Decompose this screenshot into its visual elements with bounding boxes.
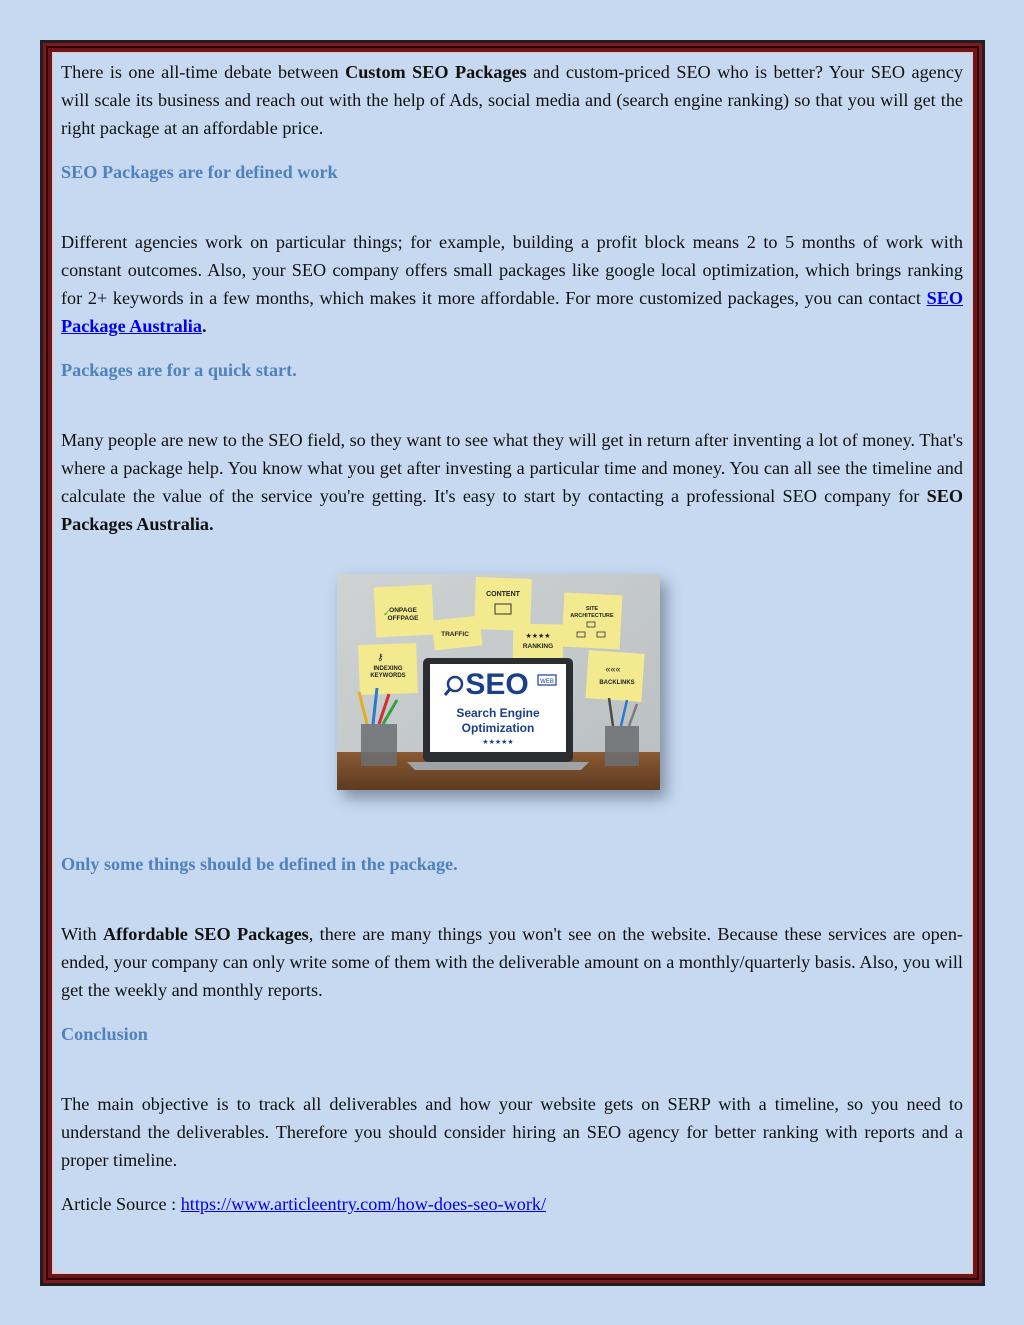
note-traffic (432, 616, 483, 651)
heading-conclusion: Conclusion (61, 1024, 148, 1044)
heading-quick-start: Packages are for a quick start. (61, 360, 297, 380)
svg-text:OFFPAGE: OFFPAGE (387, 615, 419, 622)
intro-paragraph: There is one all-time debate between Custom SEO Packages and custom-priced SEO who is better? Your SEO agency will scale its business and reach out with the help of Ads, social media and (search engine ranking) so that you will get the right package at an affordable price. (61, 62, 963, 138)
intro-bold-term: Custom SEO Packages (345, 62, 527, 82)
svg-text:«««: ««« (605, 664, 621, 674)
svg-text:CONTENT: CONTENT (486, 591, 520, 598)
article-source: Article Source : https://www.articleentry.com/how-does-seo-work/ (61, 1194, 547, 1214)
heading-defined-work: SEO Packages are for defined work (61, 162, 338, 182)
link-seo-package-australia[interactable]: SEO Package Australia (61, 288, 963, 336)
svg-text:Optimization: Optimization (461, 721, 535, 735)
note-backlinks (585, 650, 644, 702)
svg-text:SEO: SEO (465, 668, 529, 701)
article-body (61, 58, 963, 538)
note-indexing-keywords (358, 643, 418, 695)
paragraph-defined-package: With Affordable SEO Packages, there are many things you won't see on the website. Because these services are open-ended, your company can only write some of them with the deliverable amount on a monthly/quarterly basis. Also, you will get the weekly and monthly reports. (61, 924, 963, 1000)
svg-text:SITE: SITE (585, 606, 599, 612)
svg-text:★★★★★: ★★★★★ (482, 739, 514, 746)
svg-text:★★★★: ★★★★ (525, 633, 551, 640)
svg-text:ARCHITECTURE: ARCHITECTURE (570, 613, 614, 619)
svg-text:KEYWORDS: KEYWORDS (370, 673, 406, 679)
bold-seo-packages-australia: SEO Packages Australia. (61, 486, 963, 534)
article-source-link[interactable]: https://www.articleentry.com/how-does-seo-work/ (180, 1194, 547, 1214)
svg-text:BACKLINKS: BACKLINKS (599, 680, 635, 686)
paragraph-defined-work: Different agencies work on particular things; for example, building a profit block means 2 to 5 months of work with constant outcomes. Also, your SEO company offers small packages like google local optimization, which brings ranking for 2+ keywords in a few months, which makes it more affordable. For more customized packages, you can contact SEO Package Australia. (61, 232, 963, 336)
paragraph-conclusion: The main objective is to track all deliverables and how your website gets on SERP with a timeline, so you need to understand the deliverables. Therefore you should consider hiring an SEO agency for better ranking with reports and a proper timeline. (61, 1094, 963, 1170)
article-body-lower (61, 850, 963, 1218)
svg-text:RANKING: RANKING (522, 643, 554, 650)
note-onpage (374, 585, 435, 638)
paragraph-quick-start: Many people are new to the SEO field, so they want to see what they will get in return after inventing a lot of money. That's where a package help. You know what you get after investing a particular time and money. You can all see the timeline and calculate the value of the service you're getting. It's easy to start by contacting a professional SEO company for SEO Packages Australia. (61, 430, 963, 534)
svg-text:WEB: WEB (540, 679, 554, 685)
svg-text:✓: ✓ (383, 608, 391, 618)
svg-text:Search Engine: Search Engine (456, 706, 540, 720)
svg-text:TRAFFIC: TRAFFIC (441, 631, 469, 638)
note-site-architecture (562, 593, 623, 650)
heading-defined-package: Only some things should be defined in the package. (61, 854, 458, 874)
laptop (407, 658, 589, 770)
seo-illustration (337, 574, 660, 790)
svg-text:⚷: ⚷ (377, 652, 384, 662)
bold-affordable-seo-packages: Affordable SEO Packages (103, 924, 309, 944)
svg-text:ONPAGE: ONPAGE (389, 607, 417, 614)
note-content (474, 577, 532, 631)
svg-text:INDEXING: INDEXING (373, 666, 403, 672)
